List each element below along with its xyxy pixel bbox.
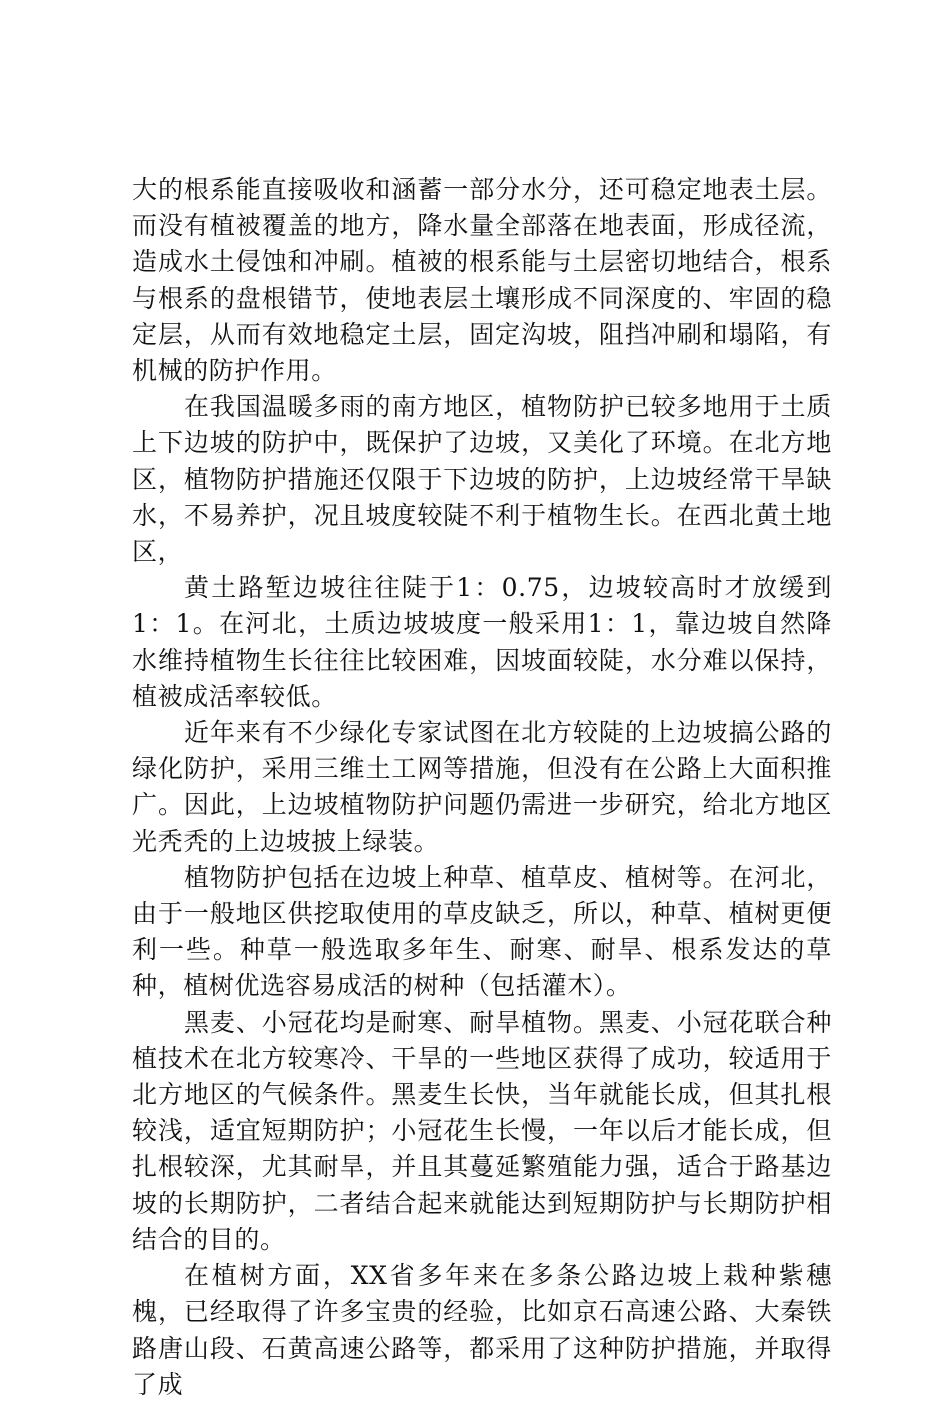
paragraph-3: 黄土路堑边坡往往陡于1：0.75，边坡较高时才放缓到1：1。在河北，土质边坡坡度一般采用1：1，靠边坡自然降水维持植物生长往往比较困难，因坡面较陡，水分难以保持，植被成活率较低。 [132, 573, 832, 711]
document-body [132, 172, 832, 1403]
paragraph-5: 植物防护包括在边坡上种草、植草皮、植树等。在河北，由于一般地区供挖取使用的草皮缺乏，所以，种草、植树更便利一些。种草一般选取多年生、耐寒、耐旱、根系发达的草种，植树优选容易成活的树种（包括灌木）。 [132, 862, 832, 1001]
paragraph-6: 黑麦、小冠花均是耐寒、耐旱植物。黑麦、小冠花联合种植技术在北方较寒冷、干旱的一些地区获得了成功，较适用于北方地区的气候条件。黑麦生长快，当年就能长成，但其扎根较浅，适宜短期防护；小冠花生长慢，一年以后才能长成，但扎根较深，尤其耐旱，并且其蔓延繁殖能力强，适合于路基边坡的长期防护，二者结合起来就能达到短期防护与长期防护相结合的目的。 [132, 1007, 832, 1254]
paragraph-7: 在植树方面，XX省多年来在多条公路边坡上栽种紫穗槐，已经取得了许多宝贵的经验，比如京石高速公路、大秦铁路唐山段、石黄高速公路等，都采用了这种防护措施，并取得了成 [132, 1261, 832, 1399]
paragraph-1: 大的根系能直接吸收和涵蓄一部分水分，还可稳定地表土层。而没有植被覆盖的地方，降水量全部落在地表面，形成径流，造成水土侵蚀和冲刷。植被的根系能与土层密切地结合，根系与根系的盘根错节，使地表层土壤形成不同深度的、牢固的稳定层，从而有效地稳定土层，固定沟坡，阻挡冲刷和塌陷，有机械的防护作用。 [132, 175, 832, 386]
paragraph-4: 近年来有不少绿化专家试图在北方较陡的上边坡搞公路的绿化防护，采用三维土工网等措施，但没有在公路上大面积推广。因此，上边坡植物防护问题仍需进一步研究，给北方地区光秃秃的上边坡披上绿装。 [132, 718, 832, 856]
paragraph-2: 在我国温暖多雨的南方地区，植物防护已较多地用于土质上下边坡的防护中，既保护了边坡，又美化了环境。在北方地区，植物防护措施还仅限于下边坡的防护，上边坡经常干旱缺水，不易养护，况且坡度较陡不利于植物生长。在西北黄土地区， [132, 392, 832, 567]
